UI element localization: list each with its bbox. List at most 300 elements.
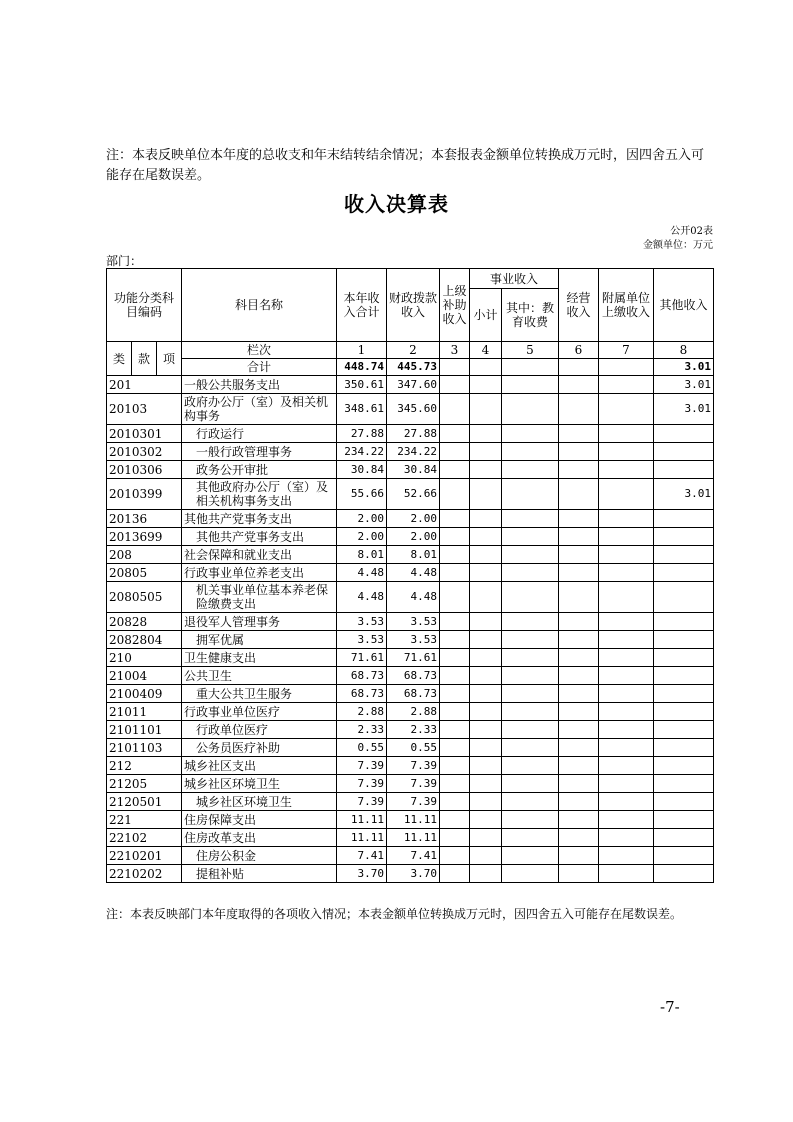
total-cell: 68.73 — [337, 685, 387, 703]
affiliate-cell — [599, 649, 654, 667]
affiliate-cell — [599, 546, 654, 564]
name-cell: 行政事业单位医疗 — [182, 703, 337, 721]
table-row — [107, 667, 714, 685]
table-row — [107, 376, 714, 394]
other-cell — [654, 564, 714, 582]
edu-cell — [502, 703, 559, 721]
table-row — [107, 394, 714, 425]
fiscal-cell: 7.39 — [387, 793, 440, 811]
other-cell — [654, 461, 714, 479]
code-cell: 2010399 — [107, 479, 182, 510]
affiliate-cell — [599, 631, 654, 649]
page-number: -7- — [660, 998, 680, 1016]
affiliate-cell — [599, 685, 654, 703]
subtotal-cell — [470, 479, 502, 510]
fiscal-cell: 52.66 — [387, 479, 440, 510]
edu-cell — [502, 829, 559, 847]
other-cell — [654, 667, 714, 685]
name-cell: 政务公开审批 — [182, 461, 337, 479]
code-cell: 21004 — [107, 667, 182, 685]
total-cell: 7.39 — [337, 775, 387, 793]
affiliate-cell — [599, 757, 654, 775]
header-affiliate: 附属单位上缴收入 — [599, 269, 654, 342]
total-cell: 71.61 — [337, 649, 387, 667]
edu-cell — [502, 425, 559, 443]
col-num: 5 — [502, 342, 559, 359]
code-cell: 21011 — [107, 703, 182, 721]
superior-cell — [440, 510, 470, 528]
header-name: 科目名称 — [182, 269, 337, 342]
total-cell: 7.39 — [337, 793, 387, 811]
edu-cell — [502, 775, 559, 793]
affiliate-cell — [599, 443, 654, 461]
table-row — [107, 479, 714, 510]
fiscal-cell: 2.88 — [387, 703, 440, 721]
col-num: 3 — [440, 342, 470, 359]
affiliate-cell — [599, 582, 654, 613]
total-cell: 11.11 — [337, 829, 387, 847]
table-row — [107, 685, 714, 703]
code-cell: 20805 — [107, 564, 182, 582]
edu-cell — [502, 685, 559, 703]
table-row — [107, 631, 714, 649]
total-other: 3.01 — [654, 359, 714, 376]
fiscal-cell: 7.39 — [387, 757, 440, 775]
subtotal-cell — [470, 394, 502, 425]
edu-cell — [502, 847, 559, 865]
superior-cell — [440, 564, 470, 582]
code-cell: 2010306 — [107, 461, 182, 479]
fiscal-cell: 347.60 — [387, 376, 440, 394]
other-cell — [654, 721, 714, 739]
superior-cell — [440, 667, 470, 685]
subtotal-cell — [470, 613, 502, 631]
code-cell: 20103 — [107, 394, 182, 425]
affiliate-cell — [599, 667, 654, 685]
operating-cell — [559, 739, 599, 757]
page-title: 收入决算表 — [344, 192, 449, 216]
total-total: 448.74 — [337, 359, 387, 376]
subtotal-cell — [470, 685, 502, 703]
table-row — [107, 425, 714, 443]
affiliate-cell — [599, 425, 654, 443]
operating-cell — [559, 829, 599, 847]
superior-cell — [440, 829, 470, 847]
edu-cell — [502, 613, 559, 631]
affiliate-cell — [599, 613, 654, 631]
operating-cell — [559, 667, 599, 685]
edu-cell — [502, 631, 559, 649]
name-cell: 公共卫生 — [182, 667, 337, 685]
name-cell: 住房保障支出 — [182, 811, 337, 829]
code-cell: 2080505 — [107, 582, 182, 613]
fiscal-cell: 30.84 — [387, 461, 440, 479]
name-cell: 公务员医疗补助 — [182, 739, 337, 757]
edu-cell — [502, 582, 559, 613]
fiscal-cell: 68.73 — [387, 667, 440, 685]
bottom-note: 注：本表反映部门本年度取得的各项收入情况；本表金额单位转换成万元时，因四舍五入可能存在尾数误差。 — [106, 907, 683, 921]
col-num: 4 — [470, 342, 502, 359]
superior-cell — [440, 528, 470, 546]
operating-cell — [559, 394, 599, 425]
total-row — [107, 359, 714, 376]
affiliate-cell — [599, 564, 654, 582]
col-num: 6 — [559, 342, 599, 359]
fiscal-cell: 3.53 — [387, 613, 440, 631]
subtotal-cell — [470, 528, 502, 546]
code-cell: 20136 — [107, 510, 182, 528]
header-lanci: 栏次 — [182, 342, 337, 359]
name-cell: 其他共产党事务支出 — [182, 510, 337, 528]
fiscal-cell: 7.41 — [387, 847, 440, 865]
header-other: 其他收入 — [654, 269, 714, 342]
department-label: 部门： — [106, 254, 143, 268]
table-row — [107, 811, 714, 829]
subtotal-cell — [470, 793, 502, 811]
total-cell: 30.84 — [337, 461, 387, 479]
code-cell: 2101103 — [107, 739, 182, 757]
edu-cell — [502, 757, 559, 775]
total-cell: 2.00 — [337, 528, 387, 546]
subtotal-cell — [470, 546, 502, 564]
fiscal-cell: 2.33 — [387, 721, 440, 739]
affiliate-cell — [599, 865, 654, 883]
name-cell: 行政事业单位养老支出 — [182, 564, 337, 582]
code-cell: 210 — [107, 649, 182, 667]
col-num: 7 — [599, 342, 654, 359]
superior-cell — [440, 649, 470, 667]
code-cell: 2010301 — [107, 425, 182, 443]
subtotal-cell — [470, 775, 502, 793]
name-cell: 拥军优属 — [182, 631, 337, 649]
operating-cell — [559, 564, 599, 582]
affiliate-cell — [599, 721, 654, 739]
edu-cell — [502, 564, 559, 582]
subtotal-cell — [470, 376, 502, 394]
code-cell: 201 — [107, 376, 182, 394]
subtotal-cell — [470, 829, 502, 847]
header-xiang: 项 — [157, 342, 182, 376]
total-cell: 8.01 — [337, 546, 387, 564]
total-cell: 7.41 — [337, 847, 387, 865]
total-cell: 0.55 — [337, 739, 387, 757]
operating-cell — [559, 425, 599, 443]
affiliate-cell — [599, 829, 654, 847]
code-cell: 2210202 — [107, 865, 182, 883]
header-business: 事业收入 — [470, 269, 559, 289]
fiscal-cell: 0.55 — [387, 739, 440, 757]
fiscal-cell: 3.70 — [387, 865, 440, 883]
superior-cell — [440, 721, 470, 739]
header-subtotal: 小计 — [470, 289, 502, 342]
operating-cell — [559, 479, 599, 510]
code-cell: 208 — [107, 546, 182, 564]
table-body — [107, 376, 714, 883]
operating-cell — [559, 757, 599, 775]
other-cell — [654, 510, 714, 528]
table-row — [107, 847, 714, 865]
table-row — [107, 564, 714, 582]
header-fiscal: 财政拨款收入 — [387, 269, 440, 342]
table-row — [107, 865, 714, 883]
form-number: 公开02表 — [670, 226, 713, 237]
subtotal-cell — [470, 667, 502, 685]
other-cell — [654, 847, 714, 865]
superior-cell — [440, 479, 470, 510]
fiscal-cell: 7.39 — [387, 775, 440, 793]
affiliate-cell — [599, 811, 654, 829]
other-cell — [654, 811, 714, 829]
affiliate-cell — [599, 510, 654, 528]
total-cell: 4.48 — [337, 564, 387, 582]
total-cell: 3.53 — [337, 613, 387, 631]
col-num: 2 — [387, 342, 440, 359]
superior-cell — [440, 739, 470, 757]
superior-cell — [440, 631, 470, 649]
name-cell: 社会保障和就业支出 — [182, 546, 337, 564]
operating-cell — [559, 443, 599, 461]
operating-cell — [559, 582, 599, 613]
edu-cell — [502, 394, 559, 425]
other-cell — [654, 757, 714, 775]
code-cell: 20828 — [107, 613, 182, 631]
fiscal-cell: 8.01 — [387, 546, 440, 564]
name-cell: 重大公共卫生服务 — [182, 685, 337, 703]
edu-cell — [502, 376, 559, 394]
name-cell: 行政单位医疗 — [182, 721, 337, 739]
edu-cell — [502, 865, 559, 883]
other-cell — [654, 775, 714, 793]
edu-cell — [502, 510, 559, 528]
code-cell: 212 — [107, 757, 182, 775]
table-row — [107, 649, 714, 667]
total-cell: 2.33 — [337, 721, 387, 739]
table-row — [107, 546, 714, 564]
total-cell: 2.88 — [337, 703, 387, 721]
total-cell: 7.39 — [337, 757, 387, 775]
superior-cell — [440, 865, 470, 883]
code-cell: 21205 — [107, 775, 182, 793]
operating-cell — [559, 811, 599, 829]
name-cell: 城乡社区支出 — [182, 757, 337, 775]
fiscal-cell: 3.53 — [387, 631, 440, 649]
fiscal-cell: 11.11 — [387, 829, 440, 847]
other-cell — [654, 649, 714, 667]
subtotal-cell — [470, 811, 502, 829]
fiscal-cell: 2.00 — [387, 510, 440, 528]
other-cell — [654, 685, 714, 703]
operating-cell — [559, 510, 599, 528]
other-cell — [654, 613, 714, 631]
name-cell: 一般行政管理事务 — [182, 443, 337, 461]
table-row — [107, 721, 714, 739]
subtotal-cell — [470, 649, 502, 667]
name-cell: 其他政府办公厅（室）及相关机构事务支出 — [182, 479, 337, 510]
table-row — [107, 443, 714, 461]
code-cell: 2210201 — [107, 847, 182, 865]
top-note: 注：本表反映单位本年度的总收支和年末结转结余情况；本套报表金额单位转换成万元时，因四舍五入可能存在尾数误差。 — [106, 148, 705, 183]
header-superior: 上级补助收入 — [440, 269, 470, 342]
total-cell: 27.88 — [337, 425, 387, 443]
subtotal-cell — [470, 564, 502, 582]
operating-cell — [559, 847, 599, 865]
subtotal-cell — [470, 443, 502, 461]
table-row — [107, 793, 714, 811]
subtotal-cell — [470, 631, 502, 649]
code-cell: 2100409 — [107, 685, 182, 703]
name-cell: 机关事业单位基本养老保险缴费支出 — [182, 582, 337, 613]
name-cell: 住房改革支出 — [182, 829, 337, 847]
other-cell — [654, 443, 714, 461]
subtotal-cell — [470, 865, 502, 883]
total-cell: 68.73 — [337, 667, 387, 685]
edu-cell — [502, 461, 559, 479]
operating-cell — [559, 721, 599, 739]
superior-cell — [440, 775, 470, 793]
affiliate-cell — [599, 394, 654, 425]
other-cell — [654, 528, 714, 546]
other-cell: 3.01 — [654, 394, 714, 425]
other-cell: 3.01 — [654, 376, 714, 394]
header-kuan: 款 — [132, 342, 157, 376]
operating-cell — [559, 649, 599, 667]
subtotal-cell — [470, 510, 502, 528]
affiliate-cell — [599, 847, 654, 865]
superior-cell — [440, 546, 470, 564]
edu-cell — [502, 528, 559, 546]
operating-cell — [559, 775, 599, 793]
header-code: 功能分类科目编码 — [107, 269, 182, 342]
edu-cell — [502, 649, 559, 667]
name-cell: 住房公积金 — [182, 847, 337, 865]
edu-cell — [502, 546, 559, 564]
subtotal-cell — [470, 757, 502, 775]
total-cell: 55.66 — [337, 479, 387, 510]
total-cell: 3.70 — [337, 865, 387, 883]
superior-cell — [440, 425, 470, 443]
subtotal-cell — [470, 739, 502, 757]
table-row — [107, 461, 714, 479]
other-cell — [654, 739, 714, 757]
affiliate-cell — [599, 739, 654, 757]
total-cell: 234.22 — [337, 443, 387, 461]
table-meta — [620, 225, 713, 253]
code-cell: 2120501 — [107, 793, 182, 811]
total-cell: 11.11 — [337, 811, 387, 829]
table-row — [107, 775, 714, 793]
superior-cell — [440, 613, 470, 631]
superior-cell — [440, 443, 470, 461]
code-cell: 221 — [107, 811, 182, 829]
affiliate-cell — [599, 775, 654, 793]
total-cell: 3.53 — [337, 631, 387, 649]
edu-cell — [502, 479, 559, 510]
operating-cell — [559, 793, 599, 811]
fiscal-cell: 11.11 — [387, 811, 440, 829]
fiscal-cell: 4.48 — [387, 564, 440, 582]
operating-cell — [559, 546, 599, 564]
table-row — [107, 739, 714, 757]
name-cell: 退役军人管理事务 — [182, 613, 337, 631]
income-table — [106, 268, 714, 883]
subtotal-cell — [470, 461, 502, 479]
fiscal-cell: 2.00 — [387, 528, 440, 546]
fiscal-cell: 68.73 — [387, 685, 440, 703]
code-cell: 22102 — [107, 829, 182, 847]
table-row — [107, 528, 714, 546]
fiscal-cell: 27.88 — [387, 425, 440, 443]
total-cell: 4.48 — [337, 582, 387, 613]
superior-cell — [440, 847, 470, 865]
col-num: 1 — [337, 342, 387, 359]
total-fiscal: 445.73 — [387, 359, 440, 376]
affiliate-cell — [599, 703, 654, 721]
name-cell: 其他共产党事务支出 — [182, 528, 337, 546]
name-cell: 一般公共服务支出 — [182, 376, 337, 394]
table-row — [107, 757, 714, 775]
name-cell: 行政运行 — [182, 425, 337, 443]
affiliate-cell — [599, 461, 654, 479]
edu-cell — [502, 667, 559, 685]
operating-cell — [559, 685, 599, 703]
table-header — [107, 269, 714, 376]
code-cell: 2101101 — [107, 721, 182, 739]
operating-cell — [559, 461, 599, 479]
header-operating: 经营收入 — [559, 269, 599, 342]
name-cell: 政府办公厅（室）及相关机构事务 — [182, 394, 337, 425]
other-cell — [654, 631, 714, 649]
other-cell — [654, 703, 714, 721]
header-lei: 类 — [107, 342, 132, 376]
other-cell: 3.01 — [654, 479, 714, 510]
edu-cell — [502, 721, 559, 739]
other-cell — [654, 582, 714, 613]
other-cell — [654, 425, 714, 443]
fiscal-cell: 4.48 — [387, 582, 440, 613]
superior-cell — [440, 685, 470, 703]
name-cell: 提租补贴 — [182, 865, 337, 883]
edu-cell — [502, 443, 559, 461]
col-num: 8 — [654, 342, 714, 359]
total-cell: 348.61 — [337, 394, 387, 425]
name-cell: 城乡社区环境卫生 — [182, 793, 337, 811]
header-total: 本年收入合计 — [337, 269, 387, 342]
fiscal-cell: 345.60 — [387, 394, 440, 425]
affiliate-cell — [599, 479, 654, 510]
fiscal-cell: 71.61 — [387, 649, 440, 667]
other-cell — [654, 865, 714, 883]
unit-label: 金额单位：万元 — [643, 240, 713, 251]
superior-cell — [440, 376, 470, 394]
total-cell: 2.00 — [337, 510, 387, 528]
subtotal-cell — [470, 425, 502, 443]
table-row — [107, 829, 714, 847]
operating-cell — [559, 865, 599, 883]
code-cell: 2013699 — [107, 528, 182, 546]
operating-cell — [559, 703, 599, 721]
header-edu: 其中：教育收费 — [502, 289, 559, 342]
superior-cell — [440, 394, 470, 425]
affiliate-cell — [599, 528, 654, 546]
edu-cell — [502, 739, 559, 757]
code-cell: 2010302 — [107, 443, 182, 461]
other-cell — [654, 793, 714, 811]
name-cell: 城乡社区环境卫生 — [182, 775, 337, 793]
superior-cell — [440, 811, 470, 829]
superior-cell — [440, 703, 470, 721]
code-cell: 2082804 — [107, 631, 182, 649]
operating-cell — [559, 613, 599, 631]
